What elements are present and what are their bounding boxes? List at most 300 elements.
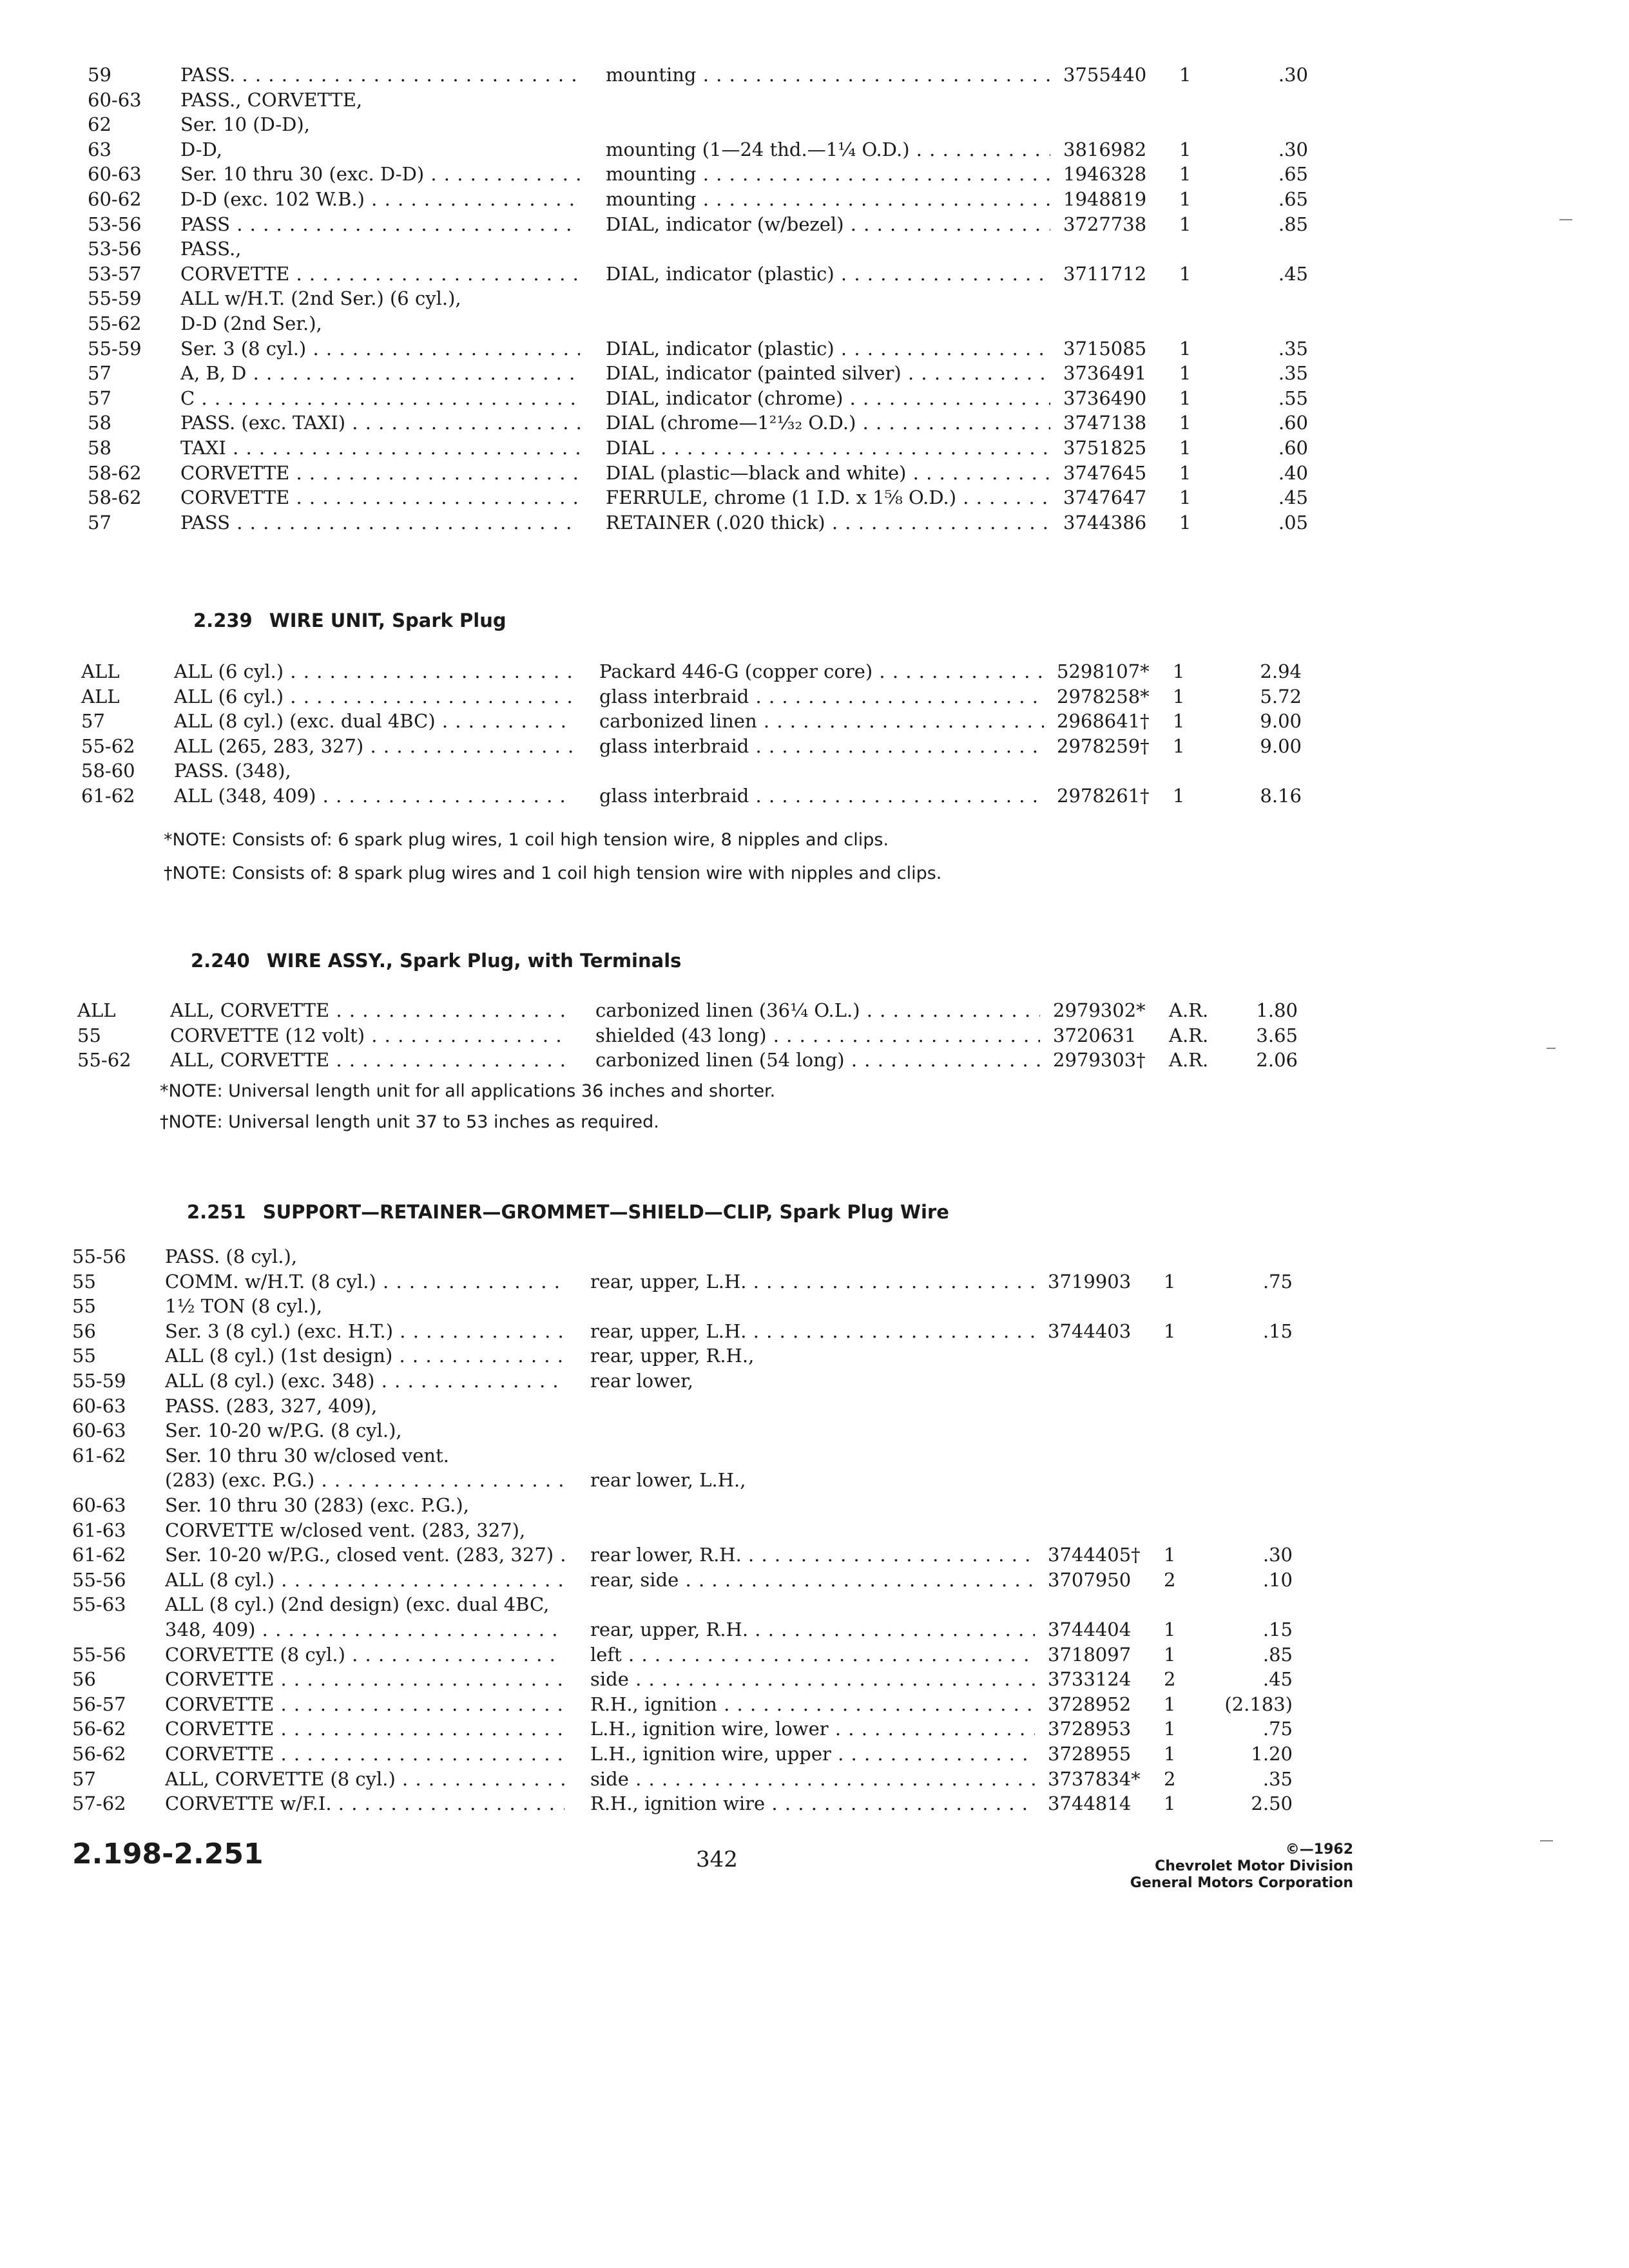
table-row <box>0 1642 1614 1667</box>
quantity: 1 <box>1179 138 1191 160</box>
table-row <box>0 510 1629 535</box>
price: .75 <box>1262 1270 1293 1293</box>
year-range: 55 <box>72 1270 96 1293</box>
table-row <box>0 1467 1614 1493</box>
section-title: SUPPORT—RETAINER—GROMMET—SHIELD—CLIP, Spark Plug Wire <box>262 1201 949 1223</box>
quantity: 1 <box>1164 1619 1176 1640</box>
price: .35 <box>1278 362 1308 385</box>
application: CORVETTE . . . <box>180 460 580 486</box>
part-number: 1948819 <box>1063 188 1147 210</box>
table-row <box>0 336 1629 361</box>
part-number: 3751825 <box>1063 437 1147 459</box>
table-row <box>0 485 1629 510</box>
price: .30 <box>1278 138 1308 160</box>
application: ALL (8 cyl.) (exc. dual 4BC) . . . <box>174 708 574 734</box>
table-row <box>0 261 1629 287</box>
price: 8.16 <box>1260 785 1302 807</box>
application: Ser. 10-20 w/P.G., closed vent. (283, 327) . . . <box>165 1542 564 1568</box>
year-range: 56-62 <box>72 1743 126 1765</box>
table-row <box>0 733 1623 759</box>
table-row <box>0 285 1629 311</box>
year-range: 58-62 <box>88 461 142 484</box>
description: carbonized linen (54 long) . . . <box>595 1047 1040 1073</box>
table-row <box>0 658 1623 684</box>
table-row <box>0 1591 1614 1617</box>
price: 1.80 <box>1256 999 1298 1021</box>
section-note: *NOTE: Consists of: 6 spark plug wires, 1 coil high tension wire, 8 nipples and clips. <box>164 830 889 850</box>
year-range: 60-63 <box>72 1394 126 1417</box>
table-row <box>0 783 1623 809</box>
description: R.H., ignition wire . . . <box>590 1791 1035 1816</box>
quantity: 1 <box>1173 685 1185 707</box>
quantity: 2 <box>1164 1767 1176 1790</box>
description: DIAL (chrome—1²¹⁄₃₂ O.D.) . . . <box>606 410 1050 436</box>
application: PASS. (8 cyl.), <box>165 1245 298 1267</box>
part-number: 3747645 <box>1063 461 1147 484</box>
table-row <box>0 111 1629 137</box>
year-range: 55-59 <box>88 337 142 360</box>
description: mounting . . . <box>606 186 1050 212</box>
year-range: 61-62 <box>72 1444 126 1466</box>
margin-mark <box>1540 1840 1553 1841</box>
price: 3.65 <box>1256 1024 1298 1046</box>
part-number: 3744386 <box>1063 511 1147 533</box>
application: PASS . . . <box>180 510 580 535</box>
quantity: 1 <box>1164 1320 1176 1342</box>
application: D-D (exc. 102 W.B.) . . . <box>180 186 580 212</box>
part-number: 3744405† <box>1048 1544 1141 1566</box>
application: ALL, CORVETTE (8 cyl.) . . . <box>165 1766 564 1792</box>
price: .45 <box>1262 1668 1293 1691</box>
year-range: 57 <box>88 387 111 409</box>
year-range: 61-62 <box>81 785 135 807</box>
price: .55 <box>1278 387 1308 409</box>
part-number: 3736491 <box>1063 362 1147 385</box>
description: R.H., ignition . . . <box>590 1691 1035 1717</box>
part-number: 3707950 <box>1048 1568 1132 1591</box>
footer-copyright <box>1057 1841 1353 1892</box>
part-number: 3727738 <box>1063 213 1147 235</box>
table-row <box>0 1741 1614 1767</box>
part-number: 3715085 <box>1063 337 1147 360</box>
part-number: 3747647 <box>1063 486 1147 509</box>
description: L.H., ignition wire, lower . . . <box>590 1716 1035 1742</box>
application: Ser. 10 thru 30 (283) (exc. P.G.), <box>165 1494 469 1516</box>
price: .85 <box>1278 213 1308 235</box>
price: .35 <box>1278 337 1308 360</box>
description: rear lower, <box>590 1370 694 1392</box>
description: glass interbraid . . . <box>599 783 1044 809</box>
application: Ser. 3 (8 cyl.) . . . <box>180 336 580 361</box>
year-range: 55-59 <box>72 1370 126 1392</box>
table-row <box>0 684 1623 709</box>
price: .10 <box>1262 1568 1293 1591</box>
description: DIAL . . . <box>606 435 1050 461</box>
description: carbonized linen . . . <box>599 708 1044 734</box>
part-number: 3728955 <box>1048 1743 1132 1765</box>
price: .45 <box>1278 486 1308 509</box>
description: rear lower, R.H. . . . <box>590 1542 1035 1568</box>
price: .65 <box>1278 163 1308 186</box>
margin-mark <box>1559 219 1572 220</box>
table-row <box>0 1343 1614 1369</box>
quantity: 1 <box>1164 1743 1176 1765</box>
table-row <box>0 1047 1619 1073</box>
year-range: 56-62 <box>72 1718 126 1740</box>
application: ALL (8 cyl.) . . . <box>165 1567 564 1593</box>
application: PASS. (exc. TAXI) . . . <box>180 410 580 436</box>
part-number: 3744404 <box>1048 1619 1132 1640</box>
quantity: 1 <box>1164 1544 1176 1566</box>
copyright-division: Chevrolet Motor Division <box>1155 1858 1353 1874</box>
application: PASS. (348), <box>174 760 291 782</box>
description: DIAL, indicator (chrome) . . . <box>606 385 1050 411</box>
price: 9.00 <box>1260 735 1302 757</box>
part-number: 3736490 <box>1063 387 1147 409</box>
application: CORVETTE w/F.I. . . . <box>165 1791 564 1816</box>
part-number: 3719903 <box>1048 1270 1132 1293</box>
section-title: WIRE UNIT, Spark Plug <box>269 610 506 631</box>
year-range: 60-62 <box>88 188 142 210</box>
price: (2.183) <box>1224 1693 1293 1715</box>
year-range: 58 <box>88 412 111 434</box>
margin-mark <box>1547 1048 1556 1049</box>
year-range: 55-56 <box>72 1568 126 1591</box>
year-range: 60-63 <box>88 88 142 111</box>
part-number: 3728952 <box>1048 1693 1132 1715</box>
year-range: 57 <box>88 511 111 533</box>
table-row <box>0 1542 1614 1568</box>
year-range: 56 <box>72 1320 96 1342</box>
quantity: 1 <box>1179 461 1191 484</box>
application: PASS., CORVETTE, <box>180 88 363 111</box>
application: Ser. 10 thru 30 w/closed vent. <box>165 1444 449 1466</box>
section-note: †NOTE: Universal length unit 37 to 53 inches as required. <box>160 1112 659 1132</box>
section-number: 2.240 <box>191 950 250 972</box>
price: .75 <box>1262 1718 1293 1740</box>
table-row <box>0 708 1623 734</box>
description: shielded (43 long) . . . <box>595 1023 1040 1048</box>
part-number: 2968641† <box>1057 710 1150 733</box>
table-row <box>0 435 1629 461</box>
application: PASS. (283, 327, 409), <box>165 1394 378 1417</box>
application: ALL (6 cyl.) . . . <box>174 658 574 684</box>
application: ALL (6 cyl.) . . . <box>174 684 574 709</box>
table-row <box>0 211 1629 237</box>
application: ALL (8 cyl.) (exc. 348) . . . <box>165 1368 564 1394</box>
year-range: 53-56 <box>88 213 142 235</box>
quantity: 1 <box>1179 188 1191 210</box>
price: .30 <box>1278 64 1308 86</box>
table-row <box>0 385 1629 411</box>
year-range: 63 <box>88 138 111 160</box>
copyright-corporation: General Motors Corporation <box>1130 1875 1353 1891</box>
description: glass interbraid . . . <box>599 733 1044 759</box>
year-range: 61-63 <box>72 1519 126 1541</box>
section-heading-2-251 <box>187 1201 949 1223</box>
price: .65 <box>1278 188 1308 210</box>
year-range: 61-62 <box>72 1544 126 1566</box>
application: ALL (8 cyl.) (1st design) . . . <box>165 1343 564 1369</box>
part-number: 3728953 <box>1048 1718 1132 1740</box>
quantity: 1 <box>1179 337 1191 360</box>
application: ALL (265, 283, 327) . . . <box>174 733 574 759</box>
year-range: 55-62 <box>81 735 135 757</box>
quantity: A.R. <box>1169 1024 1209 1046</box>
year-range: 60-63 <box>88 163 142 186</box>
description: side . . . <box>590 1666 1035 1692</box>
year-range: 60-63 <box>72 1419 126 1442</box>
application: PASS . . . <box>180 211 580 237</box>
part-number: 3718097 <box>1048 1643 1132 1666</box>
year-range: 55-62 <box>77 1049 131 1072</box>
price: .60 <box>1278 412 1308 434</box>
quantity: 1 <box>1179 412 1191 434</box>
year-range: 55 <box>72 1295 96 1318</box>
application: TAXI . . . <box>180 435 580 461</box>
price: .30 <box>1262 1544 1293 1566</box>
year-range: 55-59 <box>88 287 142 310</box>
table-row <box>0 161 1629 187</box>
price: .40 <box>1278 461 1308 484</box>
quantity: 1 <box>1179 486 1191 509</box>
quantity: 1 <box>1179 437 1191 459</box>
year-range: 62 <box>88 113 111 136</box>
application: PASS., <box>180 238 242 260</box>
application: PASS. . . . <box>180 62 580 88</box>
quantity: 1 <box>1164 1643 1176 1666</box>
description: rear lower, L.H., <box>590 1469 746 1492</box>
part-number: 2978259† <box>1057 735 1150 757</box>
table-row <box>0 1023 1619 1048</box>
price: 9.00 <box>1260 710 1302 733</box>
part-number: 2979302* <box>1053 999 1146 1021</box>
quantity: 1 <box>1164 1693 1176 1715</box>
quantity: 1 <box>1179 213 1191 235</box>
footer-page-number: 342 <box>696 1847 738 1872</box>
quantity: 1 <box>1164 1718 1176 1740</box>
year-range: 57 <box>81 710 105 733</box>
quantity: 1 <box>1173 785 1185 807</box>
table-row <box>0 1691 1614 1717</box>
table-row <box>0 460 1629 486</box>
quantity: 1 <box>1164 1792 1176 1815</box>
quantity: 1 <box>1179 387 1191 409</box>
year-range: 58-62 <box>88 486 142 509</box>
year-range: 57-62 <box>72 1792 126 1815</box>
application: CORVETTE . . . <box>165 1716 564 1742</box>
year-range: 58 <box>88 437 111 459</box>
application: Ser. 3 (8 cyl.) (exc. H.T.) . . . <box>165 1318 564 1344</box>
table-row <box>0 1318 1614 1344</box>
table-row <box>0 1492 1614 1518</box>
description: DIAL, indicator (plastic) . . . <box>606 336 1050 361</box>
year-range: ALL <box>81 660 120 682</box>
price: 2.50 <box>1251 1792 1293 1815</box>
table-row <box>0 997 1619 1023</box>
copyright-year: ©—1962 <box>1285 1841 1353 1858</box>
quantity: 1 <box>1179 511 1191 533</box>
section-number: 2.251 <box>187 1201 246 1223</box>
table-row <box>0 1666 1614 1692</box>
price: .85 <box>1262 1643 1293 1666</box>
description: DIAL, indicator (painted silver) . . . <box>606 360 1050 386</box>
description: rear, upper, R.H. . . . <box>590 1617 1035 1642</box>
description: FERRULE, chrome (1 I.D. x 1⅝ O.D.) . . . <box>606 485 1050 510</box>
description: Packard 446-G (copper core) . . . <box>599 658 1044 684</box>
application: (283) (exc. P.G.) . . . <box>165 1467 564 1493</box>
description: side . . . <box>590 1766 1035 1792</box>
year-range: 55-56 <box>72 1245 126 1267</box>
description: mounting (1—24 thd.—1¼ O.D.) . . . <box>606 137 1050 162</box>
year-range: 55-63 <box>72 1593 126 1616</box>
application: CORVETTE . . . <box>165 1741 564 1767</box>
section-number: 2.239 <box>193 610 253 631</box>
quantity: 1 <box>1173 735 1185 757</box>
part-number: 2979303† <box>1053 1049 1146 1072</box>
part-number: 3744403 <box>1048 1320 1132 1342</box>
table-row <box>0 758 1623 783</box>
application: Ser. 10 thru 30 (exc. D-D) . . . <box>180 161 580 187</box>
table-row <box>0 137 1629 162</box>
year-range: 55 <box>72 1345 96 1367</box>
table-row <box>0 1791 1614 1816</box>
part-number: 1946328 <box>1063 163 1147 186</box>
application: C . . . <box>180 385 580 411</box>
part-number: 3733124 <box>1048 1668 1132 1691</box>
section-heading-2-239 <box>193 610 506 631</box>
price: .15 <box>1262 1320 1293 1342</box>
application: 348, 409) . . . <box>165 1617 564 1642</box>
description: mounting . . . <box>606 161 1050 187</box>
year-range: ALL <box>81 685 120 707</box>
description: L.H., ignition wire, upper . . . <box>590 1741 1035 1767</box>
year-range: 58-60 <box>81 760 135 782</box>
description: DIAL (plastic—black and white) . . . <box>606 460 1050 486</box>
table-row <box>0 1517 1614 1543</box>
quantity: 2 <box>1164 1568 1176 1591</box>
table-row <box>0 1293 1614 1319</box>
quantity: 1 <box>1173 660 1185 682</box>
description: rear, upper, R.H., <box>590 1345 755 1367</box>
application: ALL, CORVETTE . . . <box>170 997 570 1023</box>
price: .05 <box>1278 511 1308 533</box>
table-row <box>0 186 1629 212</box>
table-row <box>0 1766 1614 1792</box>
quantity: 1 <box>1179 362 1191 385</box>
quantity: 1 <box>1179 163 1191 186</box>
part-number: 3816982 <box>1063 138 1147 160</box>
description: DIAL, indicator (w/bezel) . . . <box>606 211 1050 237</box>
application: D-D, <box>180 138 223 160</box>
part-number: 3744814 <box>1048 1792 1132 1815</box>
year-range: 60-63 <box>72 1494 126 1516</box>
table-row <box>0 1393 1614 1419</box>
part-number: 5298107* <box>1057 660 1150 682</box>
application: A, B, D . . . <box>180 360 580 386</box>
table-row <box>0 410 1629 436</box>
year-range: 55-62 <box>88 312 142 334</box>
part-number: 3720631 <box>1053 1024 1137 1046</box>
table-row <box>0 1269 1614 1294</box>
application: D-D (2nd Ser.), <box>180 312 322 334</box>
year-range: 59 <box>88 64 111 86</box>
table-row <box>0 62 1629 88</box>
part-number: 3747138 <box>1063 412 1147 434</box>
table-row <box>0 1418 1614 1443</box>
part-number: 3755440 <box>1063 64 1147 86</box>
description: rear, upper, L.H. . . . <box>590 1269 1035 1294</box>
application: Ser. 10-20 w/P.G. (8 cyl.), <box>165 1419 402 1442</box>
table-row <box>0 236 1629 262</box>
description: RETAINER (.020 thick) . . . <box>606 510 1050 535</box>
application: ALL, CORVETTE . . . <box>170 1047 570 1073</box>
year-range: 56-57 <box>72 1693 126 1715</box>
year-range: 53-56 <box>88 238 142 260</box>
table-row <box>0 87 1629 113</box>
price: 5.72 <box>1260 685 1302 707</box>
application: CORVETTE . . . <box>180 485 580 510</box>
application: COMM. w/H.T. (8 cyl.) . . . <box>165 1269 564 1294</box>
table-row <box>0 1567 1614 1593</box>
table-row <box>0 1443 1614 1468</box>
price: .35 <box>1262 1767 1293 1790</box>
description: carbonized linen (36¼ O.L.) . . . <box>595 997 1040 1023</box>
year-range: 53-57 <box>88 262 142 285</box>
application: CORVETTE (8 cyl.) . . . <box>165 1642 564 1667</box>
application: Ser. 10 (D-D), <box>180 113 310 136</box>
quantity: 2 <box>1164 1668 1176 1691</box>
year-range: ALL <box>77 999 116 1021</box>
table-row <box>0 1244 1614 1269</box>
description: left . . . <box>590 1642 1035 1667</box>
footer-section-range: 2.198-2.251 <box>72 1838 264 1870</box>
quantity: 1 <box>1173 710 1185 733</box>
application: CORVETTE . . . <box>165 1666 564 1692</box>
price: .60 <box>1278 437 1308 459</box>
quantity: 1 <box>1179 262 1191 285</box>
year-range: 57 <box>72 1767 96 1790</box>
application: CORVETTE (12 volt) . . . <box>170 1023 570 1048</box>
table-row <box>0 1368 1614 1394</box>
description: glass interbraid . . . <box>599 684 1044 709</box>
price: 2.06 <box>1256 1049 1298 1072</box>
description: mounting . . . <box>606 62 1050 88</box>
year-range: 55-56 <box>72 1643 126 1666</box>
application: 1½ TON (8 cyl.), <box>165 1295 323 1318</box>
price: .45 <box>1278 262 1308 285</box>
section-title: WIRE ASSY., Spark Plug, with Terminals <box>266 950 682 972</box>
application: ALL (348, 409) . . . <box>174 783 574 809</box>
description: DIAL, indicator (plastic) . . . <box>606 261 1050 287</box>
year-range: 57 <box>88 362 111 385</box>
application: CORVETTE . . . <box>165 1691 564 1717</box>
price: 1.20 <box>1251 1743 1293 1765</box>
table-row <box>0 1617 1614 1642</box>
table-row <box>0 311 1629 336</box>
quantity: A.R. <box>1169 999 1209 1021</box>
section-heading-2-240 <box>191 950 681 972</box>
section-note: †NOTE: Consists of: 8 spark plug wires and 1 coil high tension wire with nipples and clips. <box>164 863 942 883</box>
application: CORVETTE . . . <box>180 261 580 287</box>
application: ALL (8 cyl.) (2nd design) (exc. dual 4BC, <box>165 1593 550 1616</box>
quantity: A.R. <box>1169 1049 1209 1072</box>
year-range: 55 <box>77 1024 101 1046</box>
price: .15 <box>1262 1619 1293 1640</box>
table-row <box>0 1716 1614 1742</box>
year-range: 56 <box>72 1668 96 1691</box>
part-number: 2978258* <box>1057 685 1150 707</box>
